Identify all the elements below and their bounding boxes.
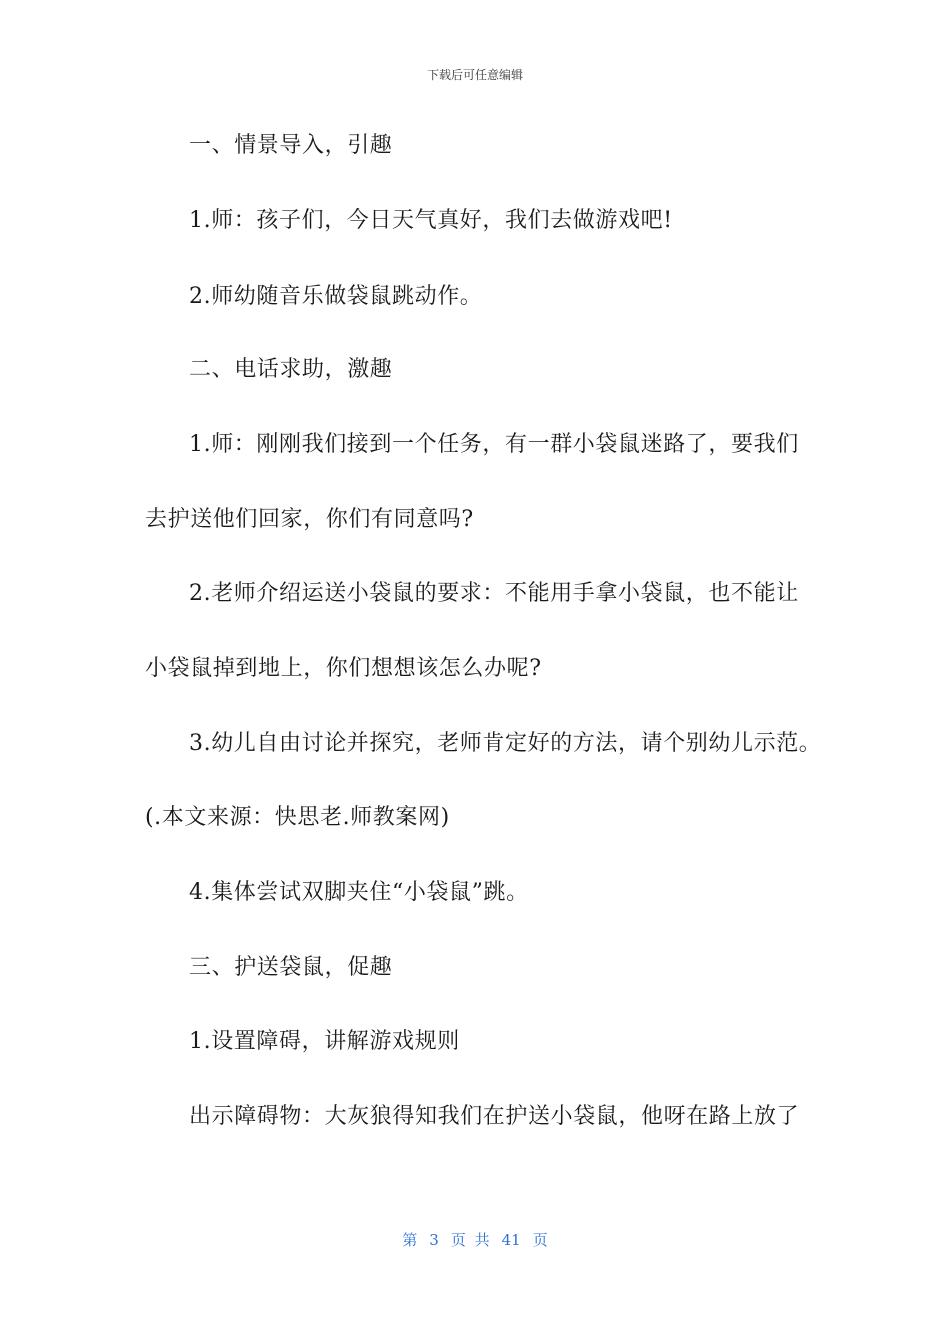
section-heading-1: 一、情景导入，引趣 — [189, 133, 393, 158]
paragraph-line: 1.师：孩子们，今日天气真好，我们去做游戏吧! — [189, 208, 673, 233]
paragraph-line: 2.老师介绍运送小袋鼠的要求：不能用手拿小袋鼠，也不能让 — [189, 581, 799, 606]
paragraph-line: 1.设置障碍，讲解游戏规则 — [189, 1029, 460, 1054]
section-heading-3: 三、护送袋鼠，促趣 — [189, 955, 393, 980]
page-suffix: 页 — [532, 1231, 548, 1249]
paragraph-line: 去护送他们回家，你们有同意吗? — [145, 507, 474, 532]
paragraph-line: 4.集体尝试双脚夹住“小袋鼠”跳。 — [189, 880, 529, 905]
page-header-note: 下载后可任意编辑 — [426, 68, 523, 82]
page-footer — [0, 1229, 950, 1250]
paragraph-line: 2.师幼随音乐做袋鼠跳动作。 — [189, 284, 483, 309]
page-prefix: 第 — [402, 1231, 418, 1249]
source-note: (.本文来源：快思老.师教案网) — [145, 805, 450, 830]
paragraph-line: 3.幼儿自由讨论并探究，老师肯定好的方法，请个别幼儿示范。 — [189, 731, 822, 756]
paragraph-line: 出示障碍物：大灰狼得知我们在护送小袋鼠，他呀在路上放了 — [189, 1104, 800, 1129]
paragraph-line: 小袋鼠掉到地上，你们想想该怎么办呢? — [145, 656, 542, 681]
page-current-number: 3 — [429, 1231, 439, 1249]
page-mid-text: 页 共 — [450, 1231, 490, 1249]
section-heading-2: 二、电话求助，激趣 — [189, 357, 393, 382]
page-total-number: 41 — [501, 1231, 521, 1249]
paragraph-line: 1.师：刚刚我们接到一个任务，有一群小袋鼠迷路了，要我们 — [189, 432, 799, 457]
